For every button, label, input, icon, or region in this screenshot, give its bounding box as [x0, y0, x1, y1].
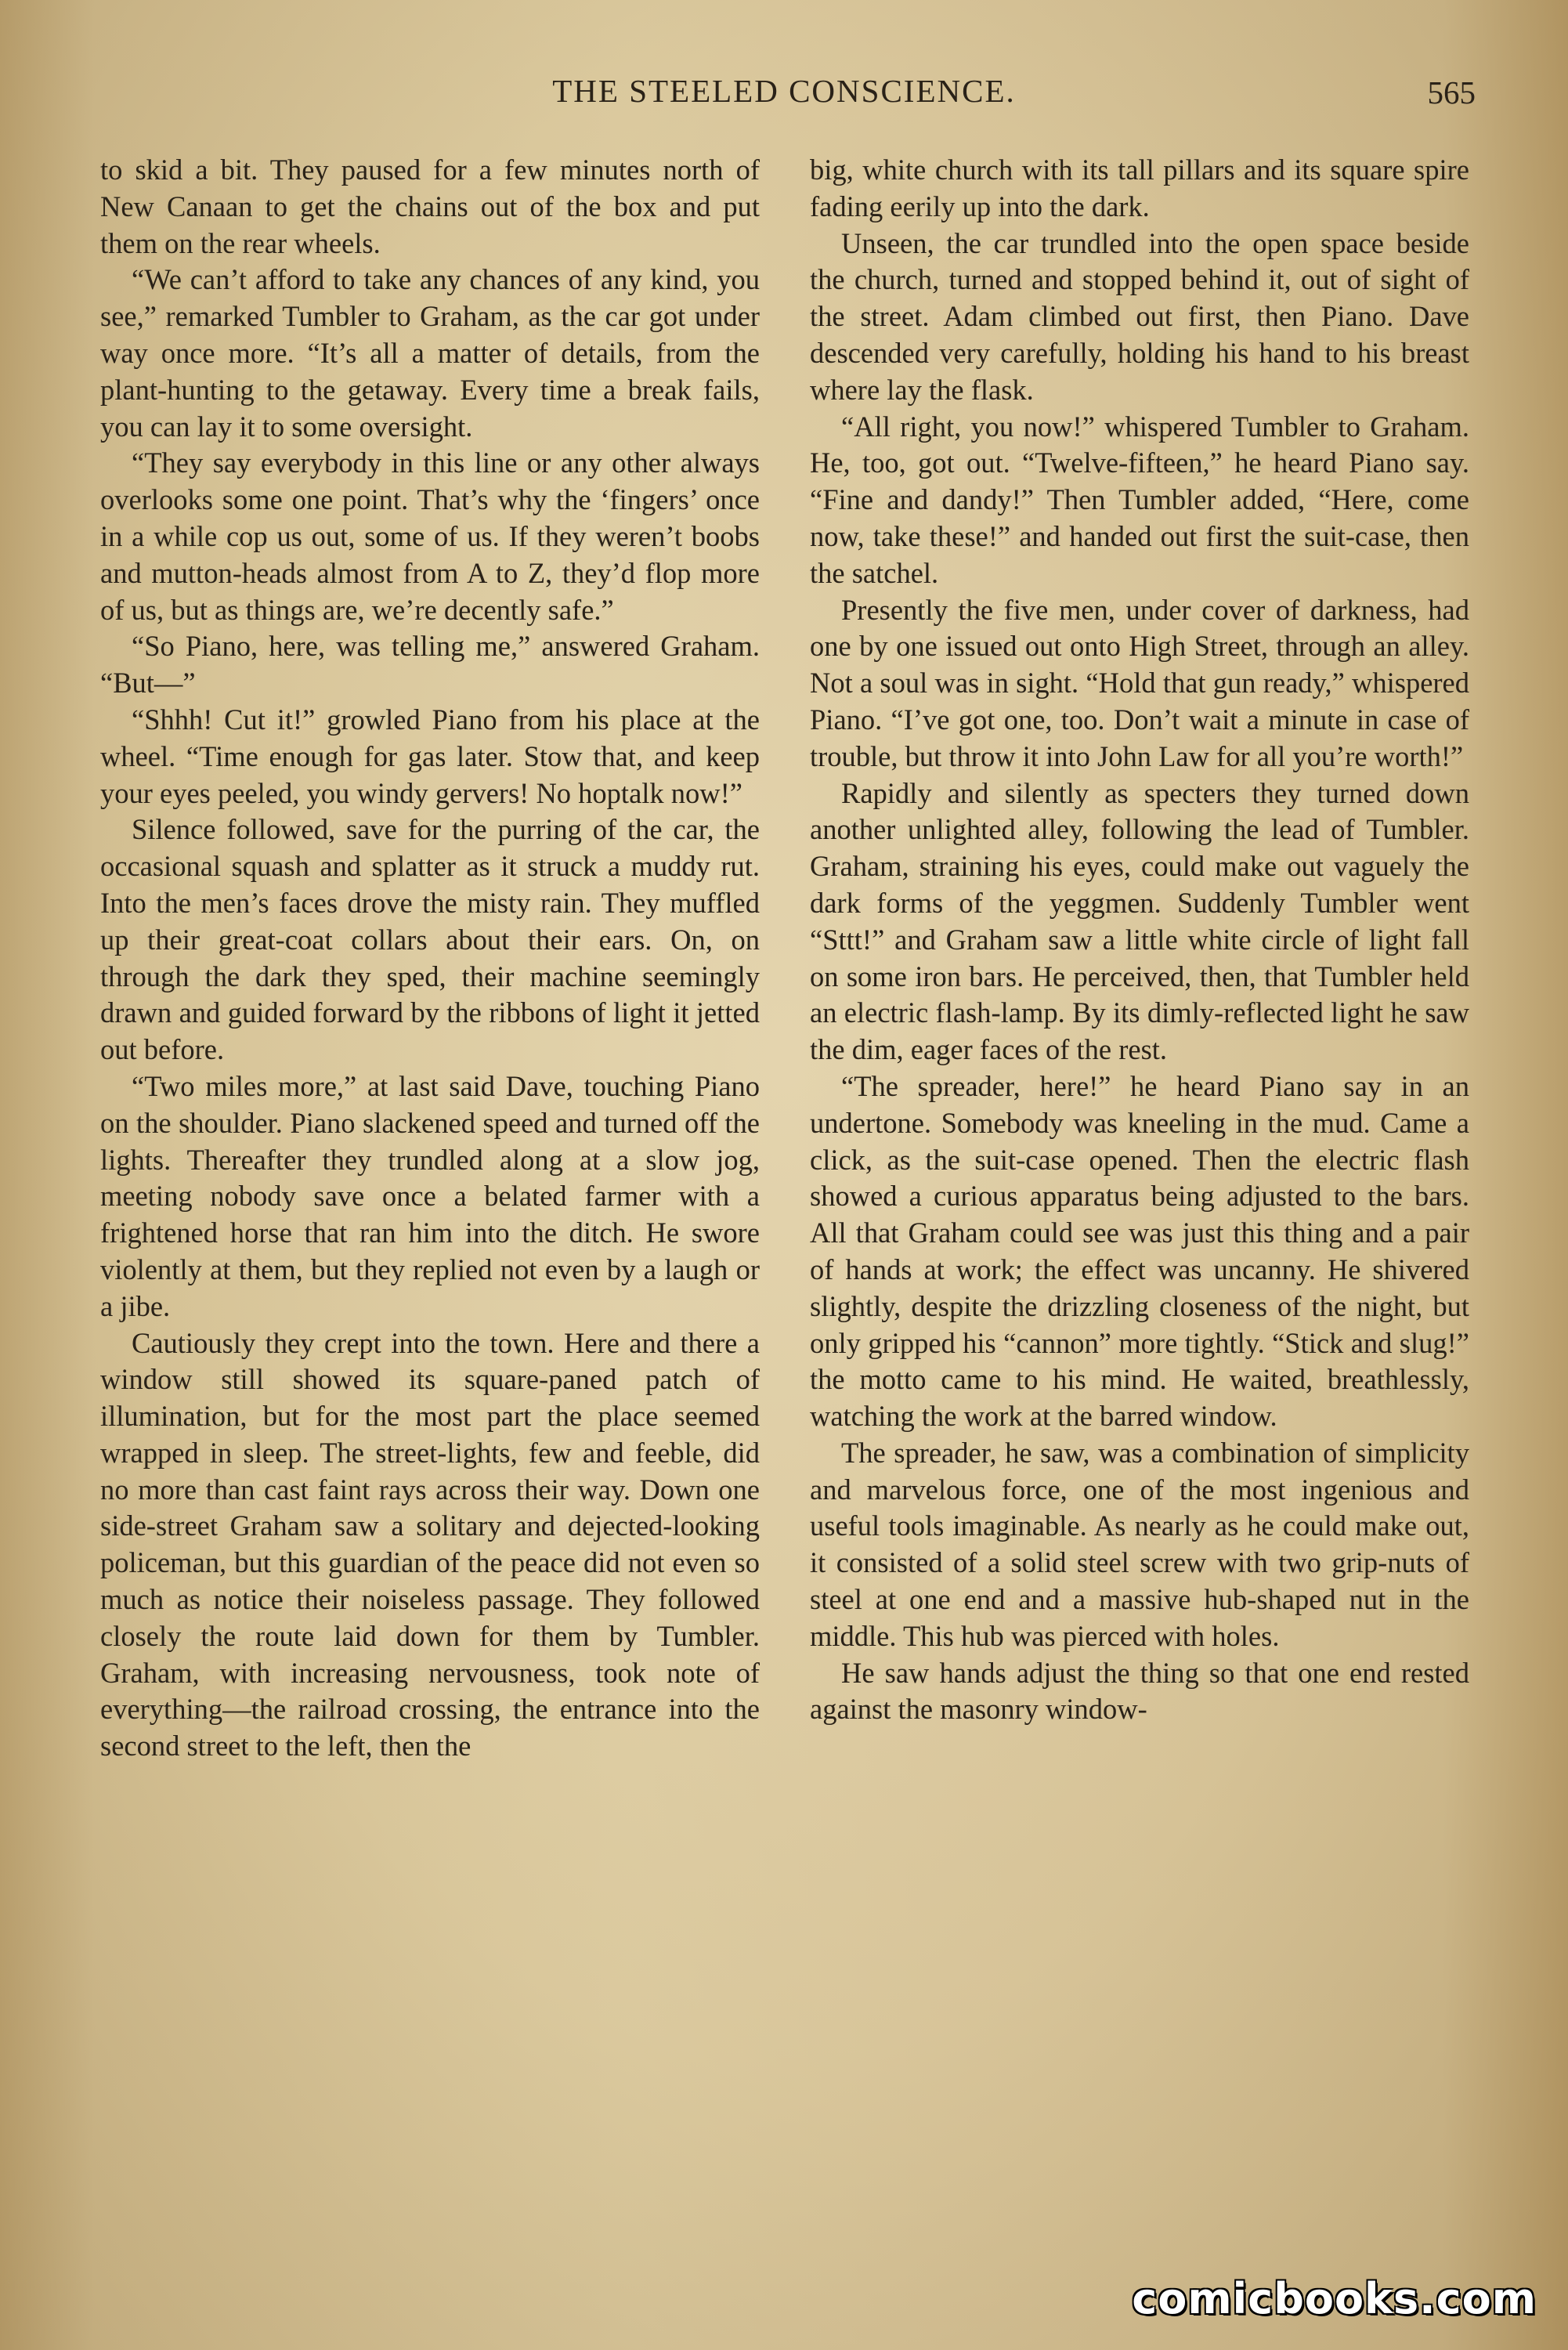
paragraph: “We can’t afford to take any chances of any kind, you see,” remarked Tumbler to Graham, as the car got under way once more. “It’s all a matter of details, from the plant-hunting to the getaway. Every time a break fails, you can lay it to some oversight.: [100, 263, 760, 443]
page-number: 565: [1427, 74, 1476, 110]
left-text-column: [100, 152, 760, 1765]
paragraph: He saw hands adjust the thing so that one end rested against the masonry window-: [810, 1656, 1469, 1726]
paragraph: Rapidly and silently as specters they turned down another unlighted alley, following the lead of Tumbler. Graham, straining his eyes, could make out vaguely the dark forms of the yeggmen. Suddenly Tumbler went “Sttt!” and Graham saw a little white circle of light fall on some iron bars. He perceived, then, that Tumbler held an electric flash-lamp. By its dimly-reflected light he saw the dim, eager faces of the rest.: [810, 776, 1469, 1066]
running-header: THE STEELED CONSCIENCE.: [552, 73, 1016, 109]
paragraph: “So Piano, here, was telling me,” answered Graham. “But—”: [100, 630, 760, 700]
paragraph: Cautiously they crept into the town. Here and there a window still showed its square-paned patch of illumination, but for the most part the place seemed wrapped in sleep. The street-lights, few and feeble, did no more than cast faint rays across their way. Down one side-street Graham saw a solitary and dejected-looking policeman, but this guardian of the peace did not even so much as notice their noiseless passage. They followed closely the route laid down for them by Tumbler. Graham, with increasing nervousness, took note of everything—the railroad crossing, the entrance into the second street to the left, then the: [100, 1326, 760, 1762]
paragraph: Silence followed, save for the purring of the car, the occasional squash and splatter as it struck a muddy rut. Into the men’s faces drove the misty rain. They muffled up their great-coat collars about their ears. On, on through the dark they sped, their machine seemingly drawn and guided forward by the ribbons of light it jetted out before.: [100, 813, 760, 1066]
paragraph: Unseen, the car trundled into the open space beside the church, turned and stopped behind it, out of sight of the street. Adam climbed out first, then Piano. Dave descended very carefully, holding his hand to his breast where lay the flask.: [810, 226, 1469, 406]
paragraph: big, white church with its tall pillars and its square spire fading eerily up into the dark.: [810, 154, 1469, 222]
paragraph: “They say everybody in this line or any other always overlooks some one point. That’s why the ‘fingers’ once in a while cop us out, some of us. If they weren’t boobs and mutton-heads almost from A to Z, they’d flop more of us, but as things are, we’re decently safe.”: [100, 446, 760, 626]
paragraph: “All right, you now!” whispered Tumbler to Graham. He, too, got out. “Twelve-fifteen,” he heard Piano say. “Fine and dandy!” Then Tumbler added, “Here, come now, take these!” and handed out first the suit-case, then the satchel.: [810, 410, 1469, 589]
site-watermark: comicbooks.com: [1132, 2274, 1537, 2323]
paragraph: The spreader, he saw, was a combination of simplicity and marvelous force, one of the most ingenious and useful tools imaginable. As nearly as he could make out, it consisted of a solid steel screw with two grip-nuts of steel at one end and a massive hub-shaped nut in the middle. This hub was pierced with holes.: [810, 1436, 1469, 1652]
paragraph: “Shhh! Cut it!” growled Piano from his place at the wheel. “Time enough for gas later. Stow that, and keep your eyes peeled, you windy gervers! No hoptalk now!”: [100, 703, 760, 809]
paragraph: “The spreader, here!” he heard Piano say in an undertone. Somebody was kneeling in the mud. Came a click, as the suit-case opened. Then the electric flash showed a curious apparatus being adjusted to the bars. All that Graham could see was just this thing and a pair of hands at work; the effect was uncanny. He shivered slightly, despite the drizzling closeness of the night, but only gripped his “cannon” more tightly. “Stick and slug!” the motto came to his mind. He waited, breathlessly, watching the work at the barred window.: [810, 1069, 1469, 1433]
right-text-column: [810, 152, 1469, 1728]
paragraph: to skid a bit. They paused for a few minutes north of New Canaan to get the chains out of the box and put them on the rear wheels.: [100, 154, 760, 259]
paragraph: “Two miles more,” at last said Dave, touching Piano on the shoulder. Piano slackened speed and turned off the lights. Thereafter they trundled along at a slow jog, meeting nobody save once a belated farmer with a frightened horse that ran him into the ditch. He swore violently at them, but they replied not even by a laugh or a jibe.: [100, 1069, 760, 1322]
paragraph: Presently the five men, under cover of darkness, had one by one issued out onto High Street, through an alley. Not a soul was in sight. “Hold that gun ready,” whispered Piano. “I’ve got one, too. Don’t wait a minute in case of trouble, but throw it into John Law for all you’re worth!”: [810, 593, 1469, 772]
